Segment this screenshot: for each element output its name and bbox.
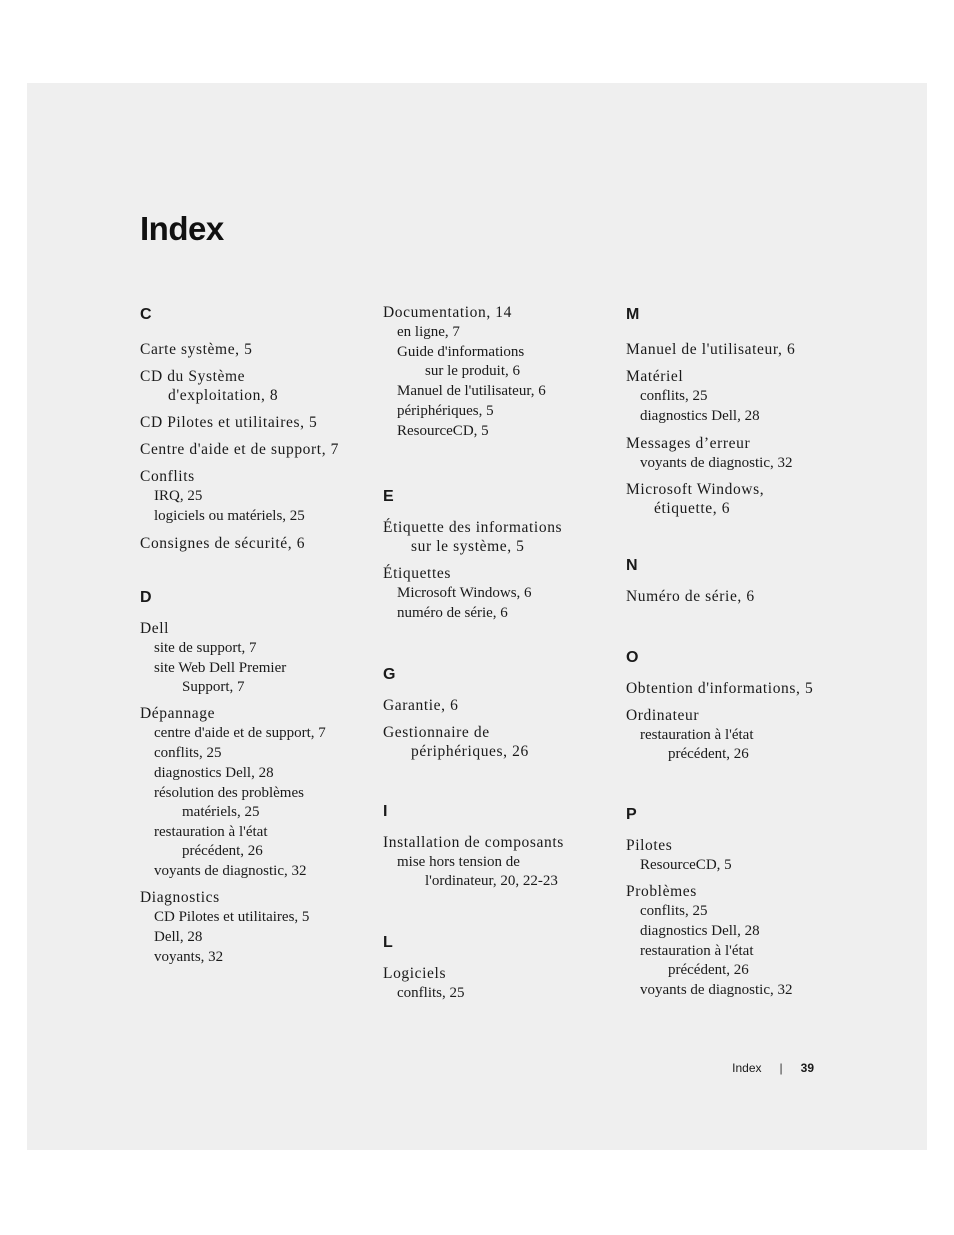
- section-o: [626, 649, 813, 764]
- section-n: [626, 557, 755, 606]
- entry-continuation: Support, 7: [182, 679, 245, 695]
- entry-text: site Web Dell Premier: [154, 660, 287, 676]
- section-d: [140, 589, 326, 967]
- entry-continuation: l'ordinateur, 20, 22-23: [425, 873, 558, 889]
- entry-text: mise hors tension de: [397, 854, 520, 870]
- footer-separator: |: [779, 1061, 783, 1075]
- index-subentry: Microsoft Windows, 6: [397, 585, 532, 601]
- index-subentry: périphériques, 5: [397, 403, 494, 419]
- section-letter: E: [383, 488, 394, 505]
- index-entry: Étiquettes: [383, 565, 451, 582]
- entry-continuation: sur le système, 5: [411, 538, 525, 555]
- index-subentry: diagnostics Dell, 28: [154, 765, 274, 781]
- index-entry: [140, 367, 339, 405]
- index-entry: Dépannage: [140, 705, 216, 722]
- entry-continuation: précédent, 26: [182, 843, 263, 859]
- entry-continuation: étiquette, 6: [654, 500, 731, 517]
- index-entry: [383, 518, 562, 556]
- index-subentry: conflits, 25: [640, 903, 708, 919]
- section-letter: L: [383, 934, 393, 951]
- section-m: [626, 306, 795, 518]
- index-subentry: voyants de diagnostic, 32: [640, 455, 793, 471]
- section-e: [383, 488, 562, 623]
- index-subentry: [383, 343, 546, 381]
- index-entry: CD Pilotes et utilitaires, 5: [140, 414, 318, 431]
- section-g: [383, 666, 529, 761]
- entry-continuation: précédent, 26: [668, 746, 749, 762]
- index-subentry: diagnostics Dell, 28: [640, 408, 760, 424]
- entry-text: restauration à l'état: [640, 943, 754, 959]
- index-subentry: voyants de diagnostic, 32: [640, 982, 793, 998]
- index-entry: Installation de composants: [383, 834, 564, 851]
- index-entry: Dell: [140, 620, 170, 637]
- page-number: 39: [800, 1061, 814, 1075]
- entry-text: résolution des problèmes: [154, 785, 304, 801]
- index-entry: [626, 480, 795, 518]
- index-subentry: Dell, 28: [154, 929, 203, 945]
- entry-text: Étiquette des informations: [383, 519, 563, 536]
- entry-continuation: d'exploitation, 8: [168, 387, 279, 404]
- index-entry: Carte système, 5: [140, 341, 253, 358]
- entry-continuation: matériels, 25: [182, 804, 260, 820]
- index-subentry: conflits, 25: [397, 985, 465, 1001]
- index-subentry: ResourceCD, 5: [640, 857, 732, 873]
- index-subentry: Manuel de l'utilisateur, 6: [397, 383, 546, 399]
- index-subentry: diagnostics Dell, 28: [640, 923, 760, 939]
- section-letter: C: [140, 306, 152, 323]
- index-subentry: voyants de diagnostic, 32: [154, 863, 307, 879]
- index-subentry: en ligne, 7: [397, 324, 460, 340]
- index-entry: Logiciels: [383, 965, 447, 982]
- section-p: [626, 806, 792, 1000]
- index-entry: Garantie, 6: [383, 697, 459, 714]
- footer-label: Index: [732, 1061, 762, 1075]
- index-subentry: [626, 942, 792, 980]
- index-entry: Obtention d'informations, 5: [626, 680, 814, 697]
- index-subentry: [626, 726, 813, 764]
- index-subentry: conflits, 25: [154, 745, 222, 761]
- index-entry: Pilotes: [626, 837, 673, 854]
- entry-text: restauration à l'état: [640, 727, 754, 743]
- index-entry: Problèmes: [626, 883, 697, 900]
- index-subentry: conflits, 25: [640, 388, 708, 404]
- section-letter: N: [626, 557, 638, 574]
- entry-text: CD du Système: [140, 368, 246, 385]
- index-subentry: ResourceCD, 5: [397, 423, 489, 439]
- entry-continuation: précédent, 26: [668, 962, 749, 978]
- index-subentry: voyants, 32: [154, 949, 224, 965]
- index-entry: Conflits: [140, 468, 195, 485]
- entry-text: Gestionnaire de: [383, 724, 490, 741]
- index-subentry: site de support, 7: [154, 640, 257, 656]
- index-entry: Diagnostics: [140, 889, 220, 906]
- index-entry: Documentation, 14: [383, 304, 513, 321]
- index-subentry: [140, 823, 326, 861]
- index-entry: [383, 723, 529, 761]
- entry-text: Microsoft Windows,: [626, 481, 765, 498]
- section-letter: O: [626, 649, 639, 666]
- index-subentry: [383, 853, 564, 891]
- page-title: Index: [140, 210, 224, 247]
- index-subentry: IRQ, 25: [154, 488, 203, 504]
- index-subentry: [140, 659, 326, 697]
- section-letter: I: [383, 803, 388, 820]
- section-i: [383, 803, 564, 891]
- entry-text: Guide d'informations: [397, 344, 525, 360]
- index-entry: Numéro de série, 6: [626, 588, 755, 605]
- section-letter: D: [140, 589, 152, 606]
- entry-continuation: périphériques, 26: [411, 743, 529, 760]
- page-footer: [732, 1061, 814, 1075]
- section-c: [140, 306, 339, 553]
- section-l: [383, 934, 465, 1003]
- index-entry: Ordinateur: [626, 707, 700, 724]
- section-letter: G: [383, 666, 396, 683]
- index-subentry: [140, 784, 326, 822]
- index-entry: Manuel de l'utilisateur, 6: [626, 341, 796, 358]
- section-letter: P: [626, 806, 637, 823]
- index-entry: Consignes de sécurité, 6: [140, 535, 306, 552]
- index-entry: Matériel: [626, 368, 684, 385]
- index-subentry: CD Pilotes et utilitaires, 5: [154, 909, 310, 925]
- index-subentry: logiciels ou matériels, 25: [154, 508, 305, 524]
- index-entry: Centre d'aide et de support, 7: [140, 441, 339, 458]
- entry-continuation: sur le produit, 6: [425, 363, 520, 379]
- section-documentation: [383, 303, 546, 441]
- index-subentry: centre d'aide et de support, 7: [154, 725, 326, 741]
- entry-text: restauration à l'état: [154, 824, 268, 840]
- section-letter: M: [626, 306, 640, 323]
- index-subentry: numéro de série, 6: [397, 605, 508, 621]
- index-entry: Messages d’erreur: [626, 435, 751, 452]
